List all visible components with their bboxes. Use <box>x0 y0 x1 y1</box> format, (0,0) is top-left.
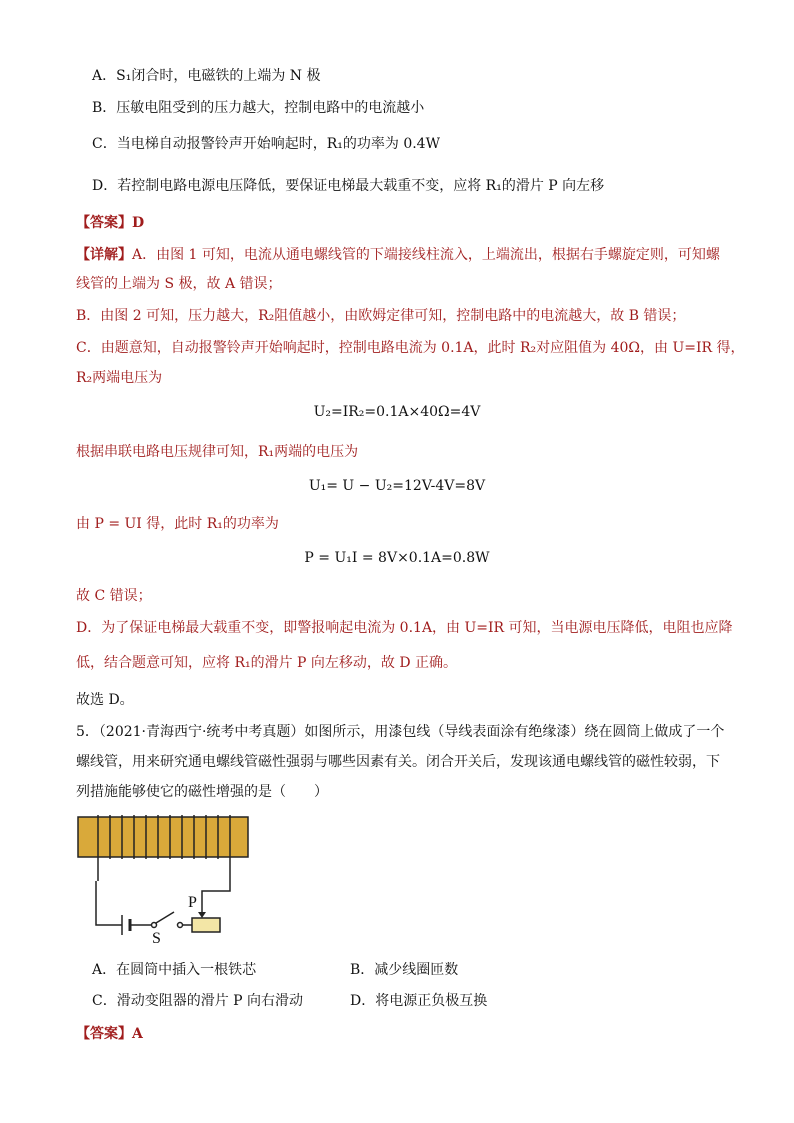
answer-label: 【答案】D <box>76 215 145 231</box>
slider-label: P <box>188 894 197 911</box>
formula-u2: U₂=IR₂=0.1A×40Ω=4V <box>313 404 481 420</box>
option-c: C．当电梯自动报警铃声开始响起时，R₁的功率为 0.4W <box>92 136 440 152</box>
conclusion: 故选 D。 <box>76 692 134 708</box>
cardboard-tube <box>78 817 248 857</box>
detail-line-9: D．为了保证电梯最大载重不变，即警报响起电流为 0.1A，由 U=IR 可知，当电源电压降低，电阻也应降 <box>76 620 733 636</box>
detail-line-10: 低，结合题意可知，应将 R₁的滑片 P 向左移动，故 D 正确。 <box>76 655 458 671</box>
formula-p: P = U₁I = 8V×0.1A=0.8W <box>304 550 490 566</box>
q5-option-b: B．减少线圈匝数 <box>350 962 459 978</box>
option-d: D．若控制电路电源电压降低，要保证电梯最大载重不变，应将 R₁的滑片 P 向左移 <box>92 178 605 194</box>
detail-line-7: 由 P = UI 得，此时 R₁的功率为 <box>76 516 279 532</box>
q5-option-c: C．滑动变阻器的滑片 P 向右滑动 <box>92 993 304 1009</box>
option-a: A．S₁闭合时，电磁铁的上端为 N 极 <box>92 68 321 84</box>
battery-icon <box>122 915 130 935</box>
q5-option-a: A．在圆筒中插入一根铁芯 <box>92 962 257 978</box>
option-b: B．压敏电阻受到的压力越大，控制电路中的电流越小 <box>92 100 425 116</box>
detail-line-8: 故 C 错误； <box>76 588 152 604</box>
detail-line-4: C．由题意知，自动报警铃声开始响起时，控制电路电流为 0.1A，此时 R₂对应阻值为 40Ω，由 U=IR 得， <box>76 340 745 356</box>
detail-line-1 <box>76 245 720 265</box>
detail-line-6: 根据串联电路电压规律可知，R₁两端的电压为 <box>76 444 359 460</box>
q5-answer: 【答案】A <box>76 1026 143 1042</box>
switch-icon <box>152 912 183 928</box>
detail-line-5: R₂两端电压为 <box>76 370 163 386</box>
detail-line-2: 线管的上端为 S 极，故 A 错误； <box>76 276 282 292</box>
q5-option-d: D．将电源正负极互换 <box>350 993 488 1009</box>
switch-label: S <box>152 930 161 945</box>
detail-tag: 【详解】 <box>76 247 132 263</box>
rheostat-icon <box>192 918 220 932</box>
slider-arrowhead <box>198 912 206 918</box>
q5-line-1: 5．（2021·青海西宁·统考中考真题）如图所示，用漆包线（导线表面涂有绝缘漆）绕在圆筒上做成了一个 <box>76 724 725 740</box>
circuit-wires <box>96 859 230 925</box>
solenoid-circuit-figure <box>74 815 254 945</box>
detail-line-3: B．由图 2 可知，压力越大，R₂阻值越小，由欧姆定律可知，控制电路中的电流越大，故 B 错误； <box>76 308 686 324</box>
formula-u1: U₁= U − U₂=12V-4V=8V <box>308 478 486 494</box>
q5-line-2: 螺线管，用来研究通电螺线管磁性强弱与哪些因素有关。闭合开关后，发现该通电螺线管的磁性较弱，下 <box>76 754 720 770</box>
q5-line-3: 列措施能够使它的磁性增强的是（ ） <box>76 784 328 800</box>
detail-text-1: A．由图 1 可知，电流从通电螺线管的下端接线柱流入，上端流出，根据右手螺旋定则，可知螺 <box>132 247 720 263</box>
